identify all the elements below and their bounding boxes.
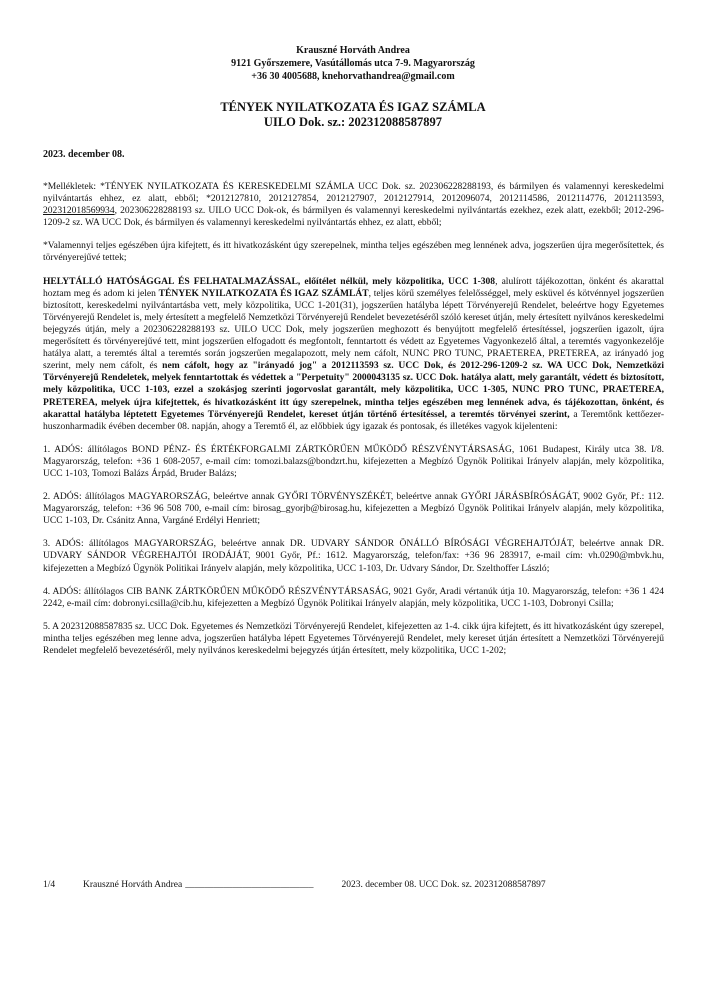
page-footer — [43, 880, 664, 890]
footer-name: Krauszné Horváth Andrea — [83, 880, 183, 890]
debtor-item-2: 2. ADÓS: állítólagos MAGYARORSZÁG, beleértve annak GYŐRI TÖRVÉNYSZÉKÉT, beleértve annak GYŐRI JÁRÁSBÍRÓSÁGÁT, 9002 Győr, Pf.: 112. Magyarország, telefon: +36 96 508 700, e-mail cím: birosag_gyorjb@birosag.hu, kifejezetten a Megbízó Ügynök Politikai Irányelv alapján, mely közpolitika, UCC 1-103, Dr. Csánitz Anna, Vargáné Erdélyi Henriett; — [43, 491, 664, 527]
main-bold-3: nem cáfolt, hogy az "irányadó jog" a 2012113593 sz. UCC Dok, és 2012-296-1209-2 sz. WA UCC Dok, Nemzetközi Törvényerejű Rendeletek, melyek fenntartottak és védettek a "Perpetuity" 2000043135 sz. UCC Dok. hatálya alatt, mely garantált, védett és biztosított, mely közpolitika, UCC 1-103, ezzel a szokásjog szerinti jogorvoslat garantált, mely közpolitika, UCC 1-305, NUNC PRO TUNC, PRAETEREA, PRETEREA, melyek újra kifejtettek, és hivatkozásként itt úgy szerepelnek, mintha teljes egészében meg lennének adva, és tájékozottan, önként, és akarattal hatályba léptetett Egyetemes Törvényerejű Rendelet, kereset útján történő értesítéssel, a teremtés törvényei szerint, — [43, 360, 664, 420]
sender-name: Krauszné Horváth Andrea — [296, 45, 410, 56]
sender-contact: +36 30 4005688, knehorvathandrea@gmail.com — [251, 71, 455, 82]
debtor-item-1: 1. ADÓS: állítólagos BOND PÉNZ- ÉS ÉRTÉKFORGALMI ZÁRTKÖRŰEN MŰKÖDŐ RÉSZVÉNYTÁRSASÁG, 1061 Budapest, Király utca 38. I/8. Magyarország, telefon: +36 1 608-2057, e-mail cím: tomozi.balazs@bondzrt.hu, kifejezetten a Megbízó Ügynök Politikai Irányelv alapján, mely közpolitika, UCC 1-103, Tomozi Balázs Árpád, Bruder Balázs; — [43, 443, 664, 479]
statute-item-5: 5. A 202312088587835 sz. UCC Dok. Egyetemes és Nemzetközi Törvényerejű Rendelet, kifejezetten az 1-4. cikk újra kifejtett, és itt hivatkozásként úgy szerepel, mintha teljes egészében meg lenne adva, jogszerűen hatályba lépett Egyetemes Törvényerejű Rendelet, mely kereset útján értesített a Nemzetközi Törvényerejű Rendelet megfelelő bevezetéséről, mely nyilvános kereskedelmi bejegyzés útján értesített, mely közpolitika, UCC 1-202; — [43, 620, 664, 656]
document-date: 2023. december 08. — [43, 149, 125, 160]
main-declaration-paragraph — [43, 276, 664, 433]
attachments-paragraph — [43, 181, 664, 229]
debtor-item-4: 4. ADÓS: állítólagos CIB BANK ZÁRTKÖRŰEN MŰKÖDŐ RÉSZVÉNYTÁRSASÁG, 9021 Győr, Aradi vértanúk útja 10. Magyarország, telefon: +36 1 424 2242, e-mail cím: dobronyi.csilla@cib.hu, kifejezetten a Megbízó Ügynök Politikai Irányelv alapján, mely közpolitika, UCC 1-103, Dobronyi Csilla; — [43, 585, 664, 609]
document-body — [43, 181, 664, 668]
main-bold-2: TÉNYEK NYILATKOZATA ÉS IGAZ SZÁMLÁT — [158, 287, 369, 299]
footer-reference: 2023. december 08. UCC Dok. sz. 202312088587897 — [341, 880, 546, 890]
title-line-2: UILO Dok. sz.: 202312088587897 — [263, 115, 443, 129]
attachments-underlined-number: 202312018569934 — [43, 205, 115, 217]
sender-address: 9121 Győrszemere, Vasútállomás utca 7-9. Magyarország — [231, 58, 475, 69]
footer-page-number: 1/4 — [43, 880, 56, 890]
attachments-text-1: *Mellékletek: *TÉNYEK NYILATKOZATA ÉS KERESKEDELMI SZÁMLA UCC Dok. sz. 202306228288193, és bármilyen és valamennyi kereskedelmi nyilvántartás ehhez, ez alatt, ebből; *2012127810, 2012127854, 2012127907, 2012127914, 2012096074, 2012114586, 2012114776, 2012113593, — [43, 181, 664, 205]
main-text-1: , alulírott tájékozottan, önként és akarattal hoztam meg és adom ki jelen — [43, 275, 665, 299]
title-line-1: TÉNYEK NYILATKOZATA ÉS IGAZ SZÁMLA — [220, 100, 486, 114]
debtor-item-3: 3. ADÓS: állítólagos MAGYARORSZÁG, beleértve annak DR. UDVARY SÁNDOR ÖNÁLLÓ BÍRÓSÁGI VÉGREHAJTÓJÁT, beleértve annak DR. UDVARY SÁNDOR VÉGREHAJTÓI IRODÁJÁT, 9001 Győr, Pf.: 1612. Magyarország, telefon/fax: +36 96 283917, e-mail cím: vh.0290@mbvk.hu, kifejezetten a Megbízó Ügynök Politikai Irányelv alapján, mely közpolitika, UCC 1-103, Dr. Udvary Sándor, Dr. Szelthoffer László; — [43, 538, 664, 574]
footer-signature-line: ___________________________ — [185, 880, 314, 890]
document-title — [0, 100, 706, 130]
attachments-text-2: , 202306228288193 sz. UILO UCC Dok-ok, és bármilyen és valamennyi kereskedelmi nyilvántartás ezekhez, ezek alatt, ezekből; 2012-296-1209-2 sz. WA UCC Dok, és bármilyen és valamennyi kereskedelmi nyilvántartás ehhez, ez alatt, ebből; — [43, 205, 664, 229]
main-text-3: a Teremtőnk kettőezer-huszonharmadik évében december 08. napján, ahogy a Teremtő él, az előbbiek úgy igazak és pontosak, és illetékes vagyok kijelenteni: — [43, 408, 664, 432]
main-text-2: , teljes körű személyes felelősséggel, mely esküvel és kötvénnyel jogszerűen biztosított, kereskedelmi nyilvántartásba vett, mely közpolitika, UCC 1-201(31), jogszerűen hatályba lépett Törvényerejű Rendelet, beleértve hogy Egyetemes Törvényerejű Rendelet is, mely értesített a megfelelő Nemzetközi Törvényerejű Rendelet bevezetéséről szóló kereset útján, mely értesített nyilvános kereskedelmi bejegyzés útján, mely a 202306228288193 sz. UILO UCC Dok, mely jogszerűen meghozott és benyújtott megfelelő értesítéssel, jogszerűen igazolt, újra megerősített és törvényerejűvé tett, mint jogszerűen elfogadott és megfontolt, fenntartott és védett az Egyetemes Vagyonkezelő által, a teremtés vagyonkezelője hatálya alatt, a teremtés által a teremtés során jogszerűen megalapozott, mely nem cáfolt, NUNC PRO TUNC, PRAETEREA, PRETEREA, az irányadó jog szerint, mely nem cáfolt, és — [43, 287, 665, 372]
sender-header — [0, 44, 706, 83]
main-bold-1: HELYTÁLLÓ HATÓSÁGGAL ÉS FELHATALMAZÁSSAL, előítélet nélkül, mely közpolitika, UCC 1-308 — [43, 275, 496, 287]
incorporated-paragraph: *Valamennyi teljes egészében újra kifejtett, és itt hivatkozásként úgy szerepelnek, mintha teljes egészében meg lennének adva, jogszerűen újra megerősítettek, és törvényerejűvé tettek; — [43, 240, 664, 264]
